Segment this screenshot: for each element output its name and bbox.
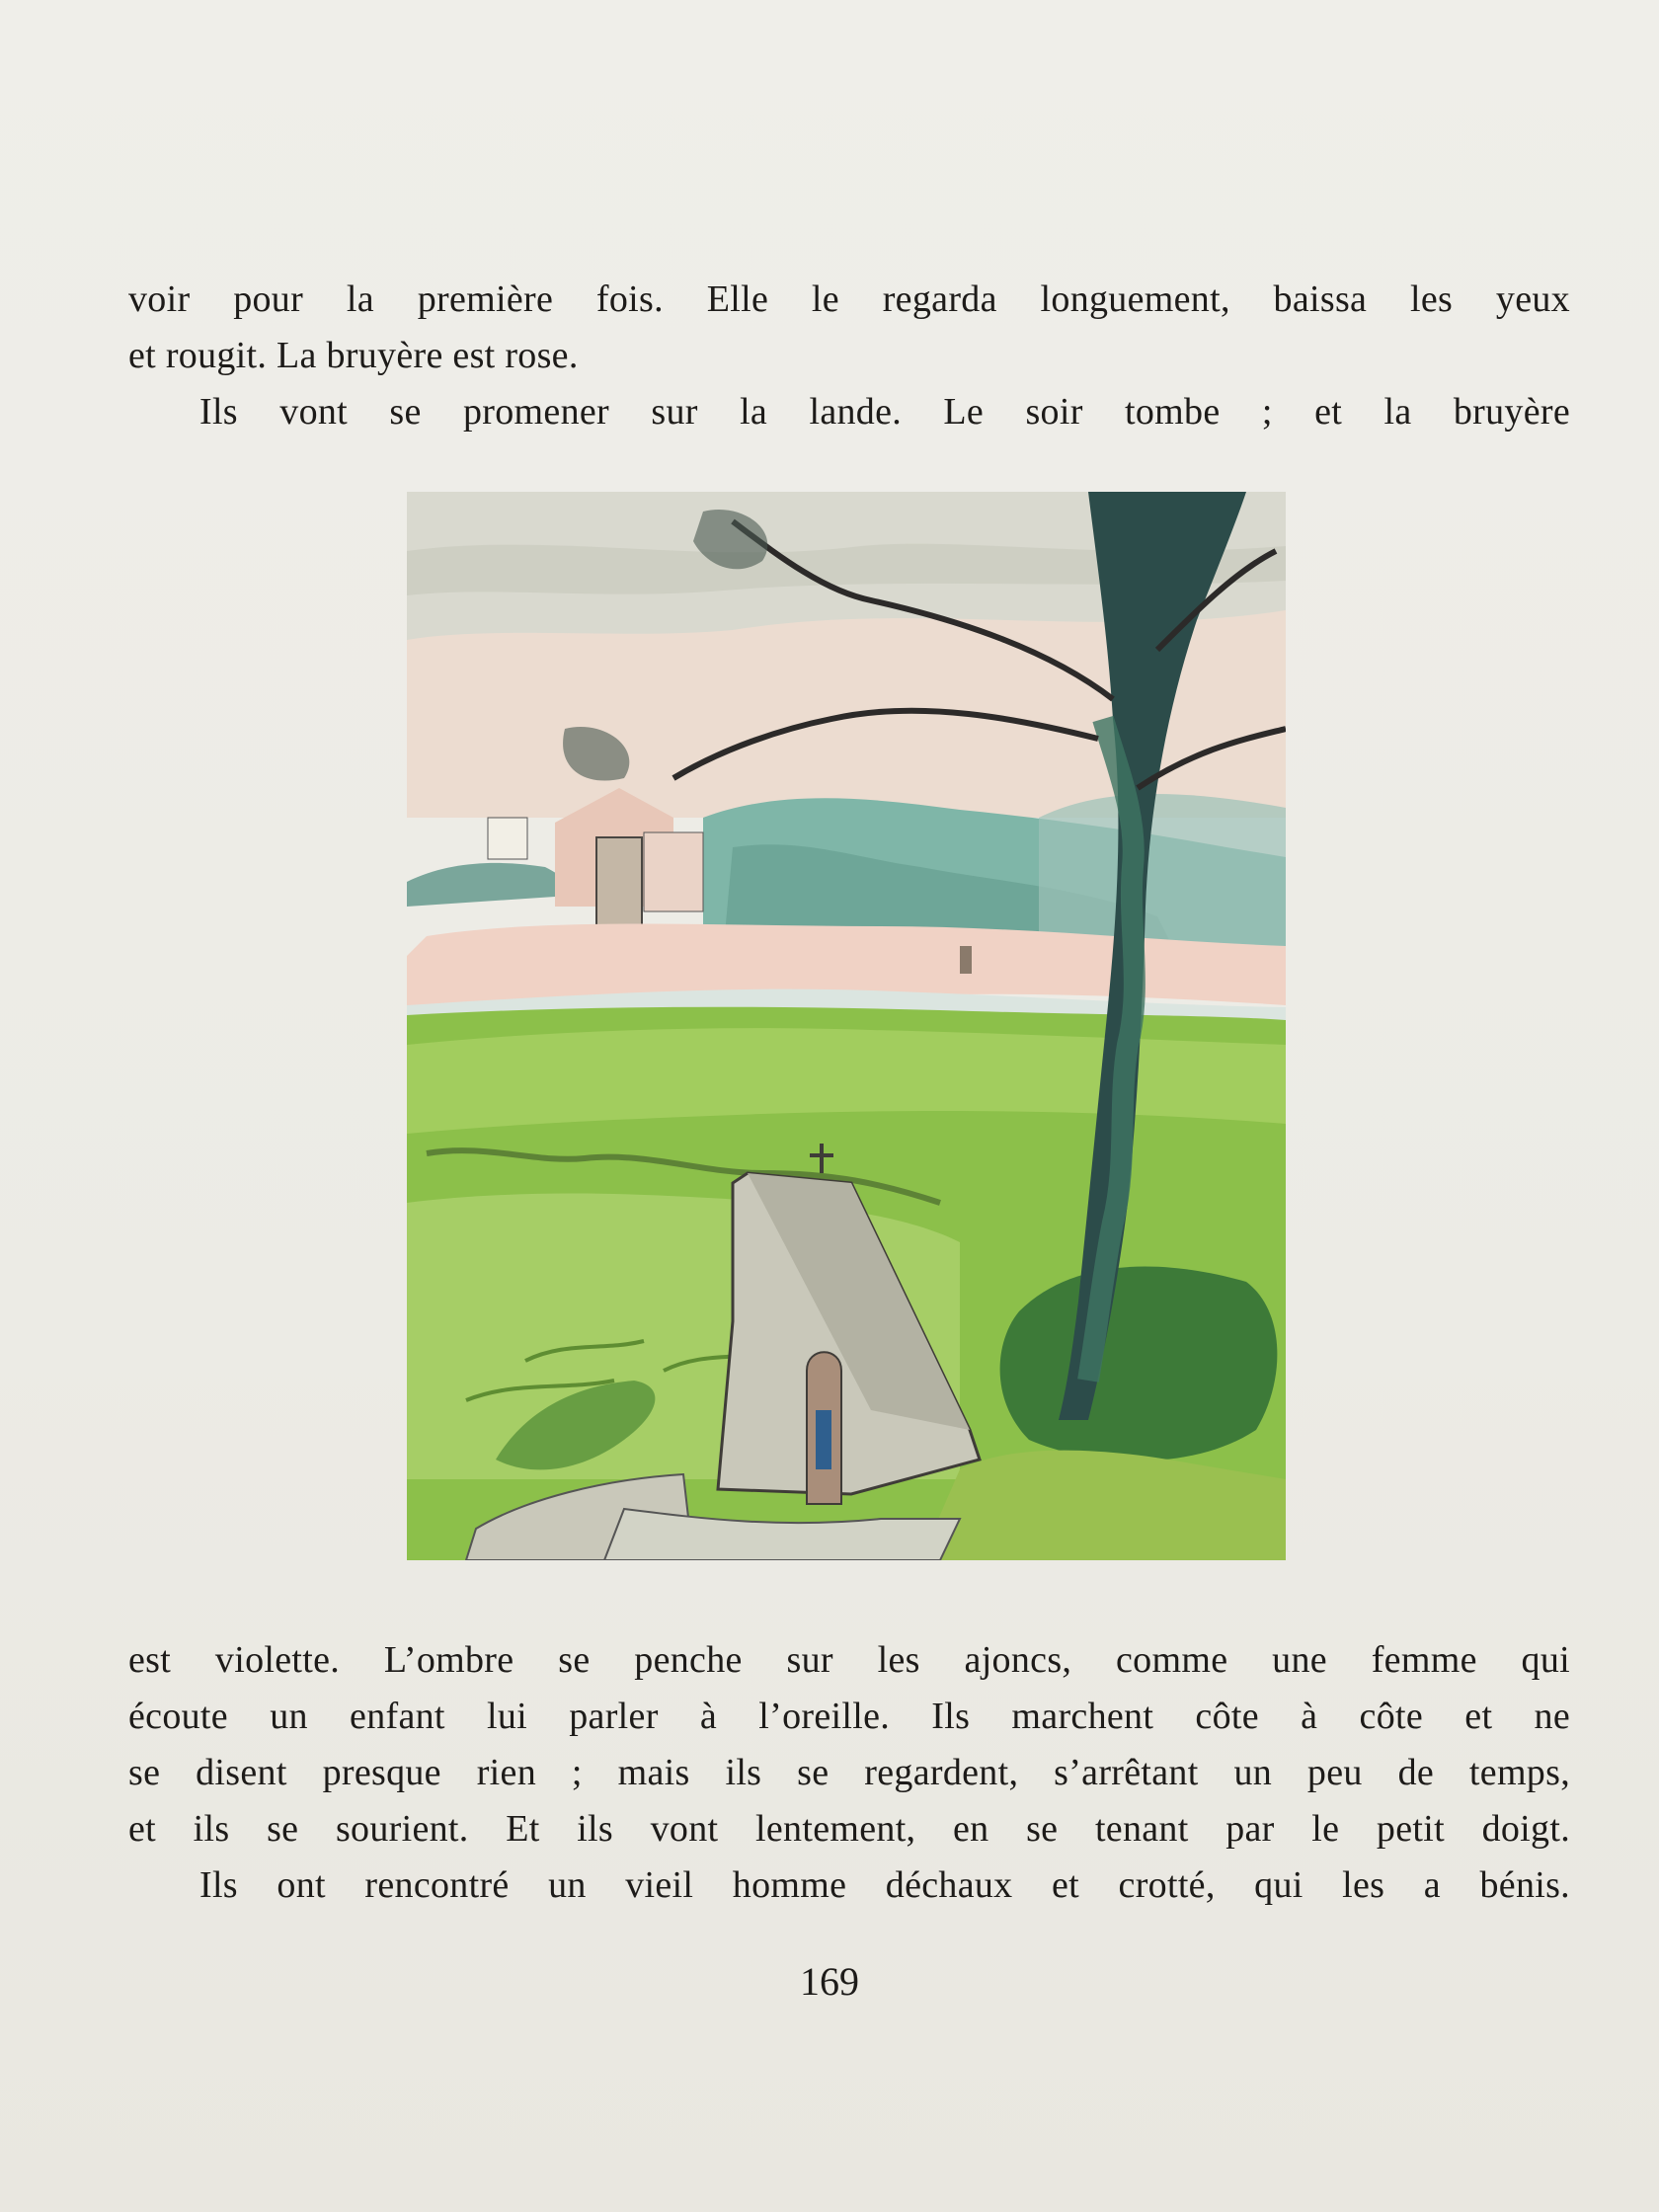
village-tower (596, 837, 642, 936)
text-line: Ils vont se promener sur la lande. Le soir tombe ; et la bruyère (199, 391, 1570, 433)
paragraph-top (128, 272, 1570, 440)
paragraph-bottom (128, 1632, 1570, 1914)
text-line: et ils se sourient. Et ils vont lentement, en se tenant par le petit doigt. (128, 1808, 1570, 1850)
madonna-figure (816, 1410, 831, 1469)
page-number: 169 (800, 1959, 859, 2004)
watercolor-illustration (407, 492, 1286, 1560)
distant-walker (960, 946, 972, 974)
distant-house (488, 818, 527, 859)
bush (1000, 1267, 1278, 1462)
text-line: se disent presque rien ; mais ils se regardent, s’arrêtant un peu de temps, (128, 1752, 1570, 1793)
text-line: voir pour la première fois. Elle le regarda longuement, baissa les yeux (128, 278, 1570, 320)
text-line: Ils ont rencontré un vieil homme déchaux et crotté, qui les a bénis. (199, 1864, 1570, 1906)
text-line: est violette. L’ombre se penche sur les ajoncs, comme une femme qui (128, 1639, 1570, 1681)
village-house (644, 832, 703, 911)
text-line: et rougit. La bruyère est rose. (128, 335, 579, 376)
text-line: écoute un enfant lui parler à l’oreille. Ils marchent côte à côte et ne (128, 1696, 1570, 1737)
distant-shore (407, 863, 566, 907)
